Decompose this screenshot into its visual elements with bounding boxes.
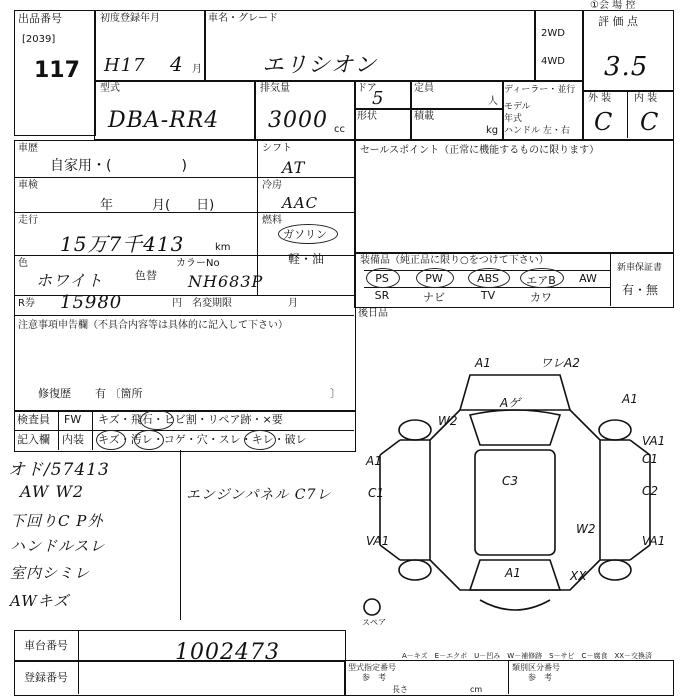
displacement-label: 排気量 xyxy=(260,83,290,94)
designated-divider xyxy=(508,660,509,694)
frame-divider xyxy=(78,630,79,694)
color-no-label: 色替 xyxy=(135,269,157,282)
mileage-value: 15万7千413 xyxy=(60,232,185,256)
mark-a1-right: A1 xyxy=(622,392,638,406)
interior-text: キズ・汚レ・コゲ・穴・スレ・キレ・破レ xyxy=(98,433,307,446)
entry-label: 記入欄 xyxy=(17,433,50,446)
row-line-1 xyxy=(14,177,354,178)
interior-row-label: 内装 xyxy=(62,433,84,446)
fw-label: FW xyxy=(64,413,82,426)
equip-pw: PW xyxy=(425,272,443,285)
circle-yogore xyxy=(134,430,164,450)
inspector-div-2 xyxy=(92,410,93,450)
inspector-note-4: ハンドルスレ xyxy=(10,537,106,555)
circle-sure xyxy=(244,430,276,450)
mark-va1-right: VA1 xyxy=(642,434,666,448)
drive-box xyxy=(534,10,584,82)
mark-va1-left: VA1 xyxy=(366,534,390,548)
mileage-unit: km xyxy=(215,242,231,253)
capacity-unit: 人 xyxy=(488,96,498,107)
r-value: 15980 xyxy=(60,292,123,313)
first-reg-month: 4 xyxy=(170,52,184,76)
displacement-unit: cc xyxy=(334,124,345,135)
repair-close: 〕 xyxy=(330,387,341,400)
color-code-label: カラーNo xyxy=(176,258,220,269)
aircon-label: 冷房 xyxy=(262,180,282,191)
inspection-label: 車検 xyxy=(18,180,38,191)
interior-value: C xyxy=(640,108,660,136)
lot-sub: [2039] xyxy=(22,34,56,45)
inspector-note-3: 下回りC P外 xyxy=(10,512,104,530)
dim-label: 長さ xyxy=(392,685,408,694)
mileage-label: 走行 xyxy=(18,215,38,226)
rear-seat-label: 後日品 xyxy=(358,308,388,319)
doors-label: ドア xyxy=(357,83,377,94)
sales-points-box xyxy=(354,140,674,254)
class-label: 類別区分番号 xyxy=(512,663,560,672)
history-label: 車歴 xyxy=(18,143,38,154)
fw-text: キズ・飛石・ヒビ割・リペア跡・×要 xyxy=(98,413,283,426)
mark-va1-right-2: VA1 xyxy=(642,534,666,548)
repair-label: 修復歴 xyxy=(38,387,71,400)
aircon-value: AAC xyxy=(282,194,319,212)
equip-circle-ps xyxy=(366,268,400,288)
mark-a1-bottom: A1 xyxy=(505,566,521,580)
mark-spare: スペア xyxy=(362,618,386,625)
repair-value: 有 〔箇所 xyxy=(95,387,143,400)
inspector-label: 検査員 xyxy=(17,413,50,426)
frame-value: 1002473 xyxy=(175,640,280,665)
ext-int-divider xyxy=(627,90,628,138)
notes-divider xyxy=(180,450,181,620)
equip-leather: カワ xyxy=(530,291,552,304)
mark-xx: XX xyxy=(570,569,587,583)
mark-c3: C3 xyxy=(502,474,519,488)
equip-aw: AW xyxy=(579,272,597,285)
name-change-label: 名変期限 xyxy=(192,298,232,309)
venue-label: ①会 場 控 xyxy=(590,0,636,11)
lot-label: 出品番号 xyxy=(18,12,62,25)
drive-4wd: 4WD xyxy=(541,56,565,67)
car-diagram xyxy=(360,345,672,625)
mark-a1-top: A1 xyxy=(475,356,491,370)
history-value: 自家用・( ) xyxy=(50,158,187,174)
interior-label: 内 装 xyxy=(634,93,658,104)
reg-label: 登録番号 xyxy=(24,671,68,684)
doors-value: 5 xyxy=(372,88,385,109)
name-change-unit: 月 xyxy=(288,298,298,309)
lot-number: 117 xyxy=(34,58,80,83)
mark-w2-right: W2 xyxy=(576,522,596,536)
r-label: R券 xyxy=(18,298,35,309)
designated-label: 型式指定番号 xyxy=(348,663,396,672)
drive-2wd: 2WD xyxy=(541,28,565,39)
car-name-label: 車名・グレード xyxy=(208,13,278,24)
model-value: DBA-RR4 xyxy=(108,108,220,133)
equip-ps: PS xyxy=(375,272,389,285)
displacement-value: 3000 xyxy=(268,108,328,133)
shape-label: 形状 xyxy=(357,111,377,122)
exterior-value: C xyxy=(594,108,614,136)
mark-c1-right: C1 xyxy=(642,452,659,466)
mark-w2-left: W2 xyxy=(438,414,458,428)
fuel-value: ガソリン xyxy=(283,228,327,241)
model-year-label: モデル 年式 xyxy=(504,102,531,124)
mark-c2: C2 xyxy=(642,484,659,498)
first-reg-label: 初度登録年月 xyxy=(100,13,160,24)
warranty-label: 新車保証書 xyxy=(617,263,663,273)
first-reg-era: H17 xyxy=(104,55,146,76)
payload-label: 積載 xyxy=(414,111,434,122)
legend-text: A－キズ E－エクボ U－凹み W－補修跡 S－サビ C－腐食 XX－交換済 xyxy=(402,652,653,660)
sales-points-label: セールスポイント（正常に機能するものに限ります） xyxy=(360,145,600,156)
equip-circle-airbag xyxy=(520,268,564,288)
equipment-label: 装備品（純正品に限り○をつけて下さい） xyxy=(360,255,549,266)
inspector-mid-line xyxy=(14,430,354,431)
car-name-value: エリシオン xyxy=(262,53,378,78)
inspector-note-5: 室内シミレ xyxy=(10,564,91,582)
frame-label: 車台番号 xyxy=(24,639,68,652)
equip-circle-pw xyxy=(416,268,454,288)
row-line-5 xyxy=(14,315,354,316)
circle-kizu xyxy=(96,430,126,450)
first-reg-month-unit: 月 xyxy=(192,64,202,75)
score-label: 評 価 点 xyxy=(598,15,638,28)
color-label: 色 xyxy=(18,258,28,269)
inspection-value: 年 月( 日) xyxy=(100,198,215,213)
r-unit: 円 xyxy=(172,298,182,309)
payload-unit: kg xyxy=(486,125,499,136)
color-value: ホワイト xyxy=(36,271,104,290)
notes-label: 注意事項申告欄（不具合内容等は具体的に記入して下さい） xyxy=(18,320,288,331)
inspector-note-1: オド/57413 xyxy=(8,460,110,480)
inspector-note-2: AW W2 xyxy=(20,482,85,501)
dealer-label: ディーラー・並行 xyxy=(504,85,576,95)
color-code-value: NH683P xyxy=(188,272,264,291)
mark-a1-left: A1 xyxy=(366,454,382,468)
score-value: 3.5 xyxy=(604,52,649,82)
designated-ref: 参 考 xyxy=(362,673,386,682)
equip-abs: ABS xyxy=(477,272,499,285)
equip-tv: TV xyxy=(480,289,496,302)
inspector-div-1 xyxy=(58,410,59,450)
dim-unit: cm xyxy=(470,685,483,694)
handle-label: ハンドル 左・右 xyxy=(504,126,570,136)
mark-ware-a2: ワレA2 xyxy=(540,356,580,370)
equip-sr: SR xyxy=(374,289,390,302)
shift-label: シフト xyxy=(262,143,292,154)
fuel-label: 燃料 xyxy=(262,215,282,226)
class-ref: 参 考 xyxy=(528,673,552,682)
capacity-label: 定員 xyxy=(414,83,434,94)
mark-a-ge: Aゲ xyxy=(500,396,521,410)
model-label: 型式 xyxy=(100,83,120,94)
inspector-note-6: AWキズ xyxy=(10,592,70,610)
circle-tobiishi xyxy=(140,410,174,430)
fuel-alt: 軽・油 xyxy=(288,252,325,266)
warranty-divider xyxy=(610,252,611,306)
equip-airbag: エアB xyxy=(526,274,556,287)
inspector-center-note: エンジンパネル C7レ xyxy=(186,487,332,503)
exterior-label: 外 装 xyxy=(588,93,612,104)
equip-navi: ナビ xyxy=(423,291,445,304)
warranty-value: 有・無 xyxy=(622,283,659,297)
equip-circle-abs xyxy=(468,268,510,288)
mark-c1-left: C1 xyxy=(368,486,385,500)
shift-value: AT xyxy=(282,158,306,177)
